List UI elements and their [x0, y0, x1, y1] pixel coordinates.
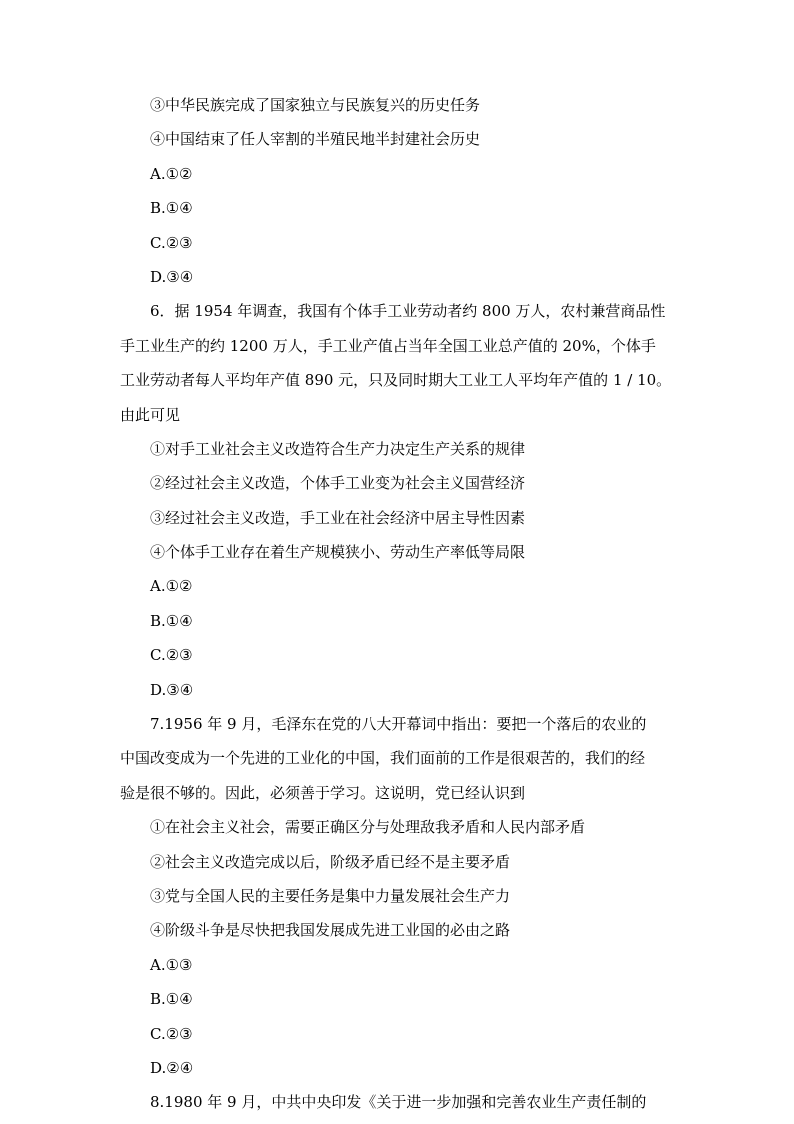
answer-option-d: D.③④ [150, 267, 194, 286]
question-6 [120, 294, 680, 707]
answer-option-d: D.②④ [150, 1058, 194, 1077]
question-stem: 6．据 1954 年调查，我国有个体手工业劳动者约 800 万人，农村兼营商品性 [150, 302, 666, 321]
answer-option-a: A.①② [150, 577, 193, 596]
statement-item: ④个体手工业存在着生产规模狭小、劳动生产率低等局限 [150, 543, 526, 562]
question-content [120, 88, 680, 1120]
statement-item: ②社会主义改造完成以后，阶级矛盾已经不是主要矛盾 [150, 852, 511, 871]
answer-option-c: C.②③ [150, 646, 193, 665]
statement-item: ③党与全国人民的主要任务是集中力量发展社会生产力 [150, 886, 511, 905]
answer-option-d: D.③④ [150, 680, 194, 699]
question-stem: 由此可见 [120, 405, 181, 424]
answer-option-b: B.①④ [150, 990, 193, 1009]
statement-item: ④中国结束了任人宰割的半殖民地半封建社会历史 [150, 130, 481, 149]
question-stem: 手工业生产的约 1200 万人，手工业产值占当年全国工业总产值的 20%，个体手 [120, 336, 656, 355]
answer-option-b: B.①④ [150, 611, 193, 630]
statement-item: ①对手工业社会主义改造符合生产力决定生产关系的规律 [150, 439, 526, 458]
answer-option-c: C.②③ [150, 233, 193, 252]
question-stem: 8.1980 年 9 月，中共中央印发《关于进一步加强和完善农业生产责任制的 [150, 1093, 647, 1112]
statement-item: ①在社会主义社会，需要正确区分与处理敌我矛盾和人民内部矛盾 [150, 818, 586, 837]
statement-item: ③经过社会主义改造，手工业在社会经济中居主导性因素 [150, 508, 526, 527]
statement-item: ④阶级斗争是尽快把我国发展成先进工业国的必由之路 [150, 921, 511, 940]
answer-option-a: A.①② [150, 164, 193, 183]
question-stem: 验是很不够的。因此，必须善于学习。这说明，党已经认识到 [120, 783, 526, 802]
question-stem: 工业劳动者每人平均年产值 890 元，只及同时期大工业工人平均年产值的 1 / 10。 [120, 371, 672, 390]
answer-option-c: C.②③ [150, 1024, 193, 1043]
answer-option-b: B.①④ [150, 199, 193, 218]
question-stem: 7.1956 年 9 月，毛泽东在党的八大开幕词中指出：要把一个落后的农业的 [150, 715, 647, 734]
answer-option-a: A.①③ [150, 955, 193, 974]
question-7 [120, 707, 680, 1085]
statement-item: ③中华民族完成了国家独立与民族复兴的历史任务 [150, 96, 481, 114]
question-stem: 中国改变成为一个先进的工业化的中国，我们面前的工作是很艰苦的，我们的经 [120, 749, 646, 768]
question-5-continuation [120, 88, 680, 294]
question-8 [120, 1085, 680, 1119]
statement-item: ②经过社会主义改造，个体手工业变为社会主义国营经济 [150, 474, 526, 493]
